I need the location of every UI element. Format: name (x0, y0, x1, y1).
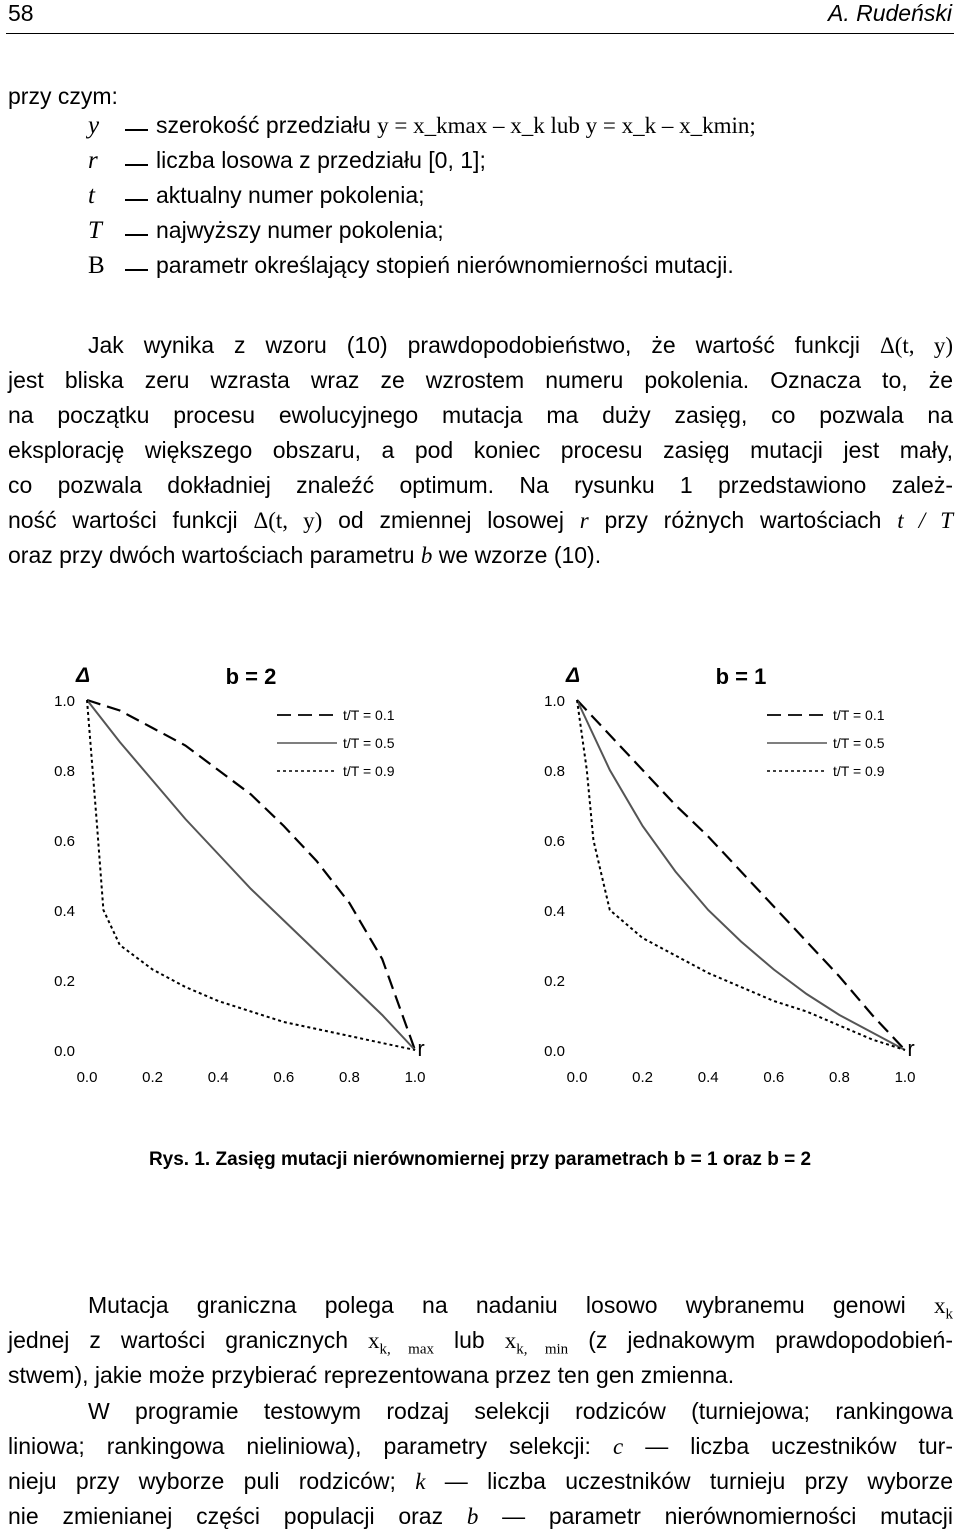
parameter-b: b (420, 543, 433, 568)
x-tick-label: 0.0 (76, 1069, 98, 1086)
chart-panel-2 (544, 664, 915, 1086)
x-tick-label: 0.2 (142, 1069, 164, 1086)
x-tick-label: 0.4 (207, 1069, 229, 1086)
definition-text: szerokość przedziału y = x_kmax – x_k lub y = x_k – x_kmin; (156, 112, 756, 138)
y-tick-label: 0.2 (54, 973, 75, 990)
x-tick-label: 0.2 (632, 1069, 654, 1086)
x-tick-label: 0.4 (697, 1069, 719, 1086)
em-dash (125, 129, 148, 131)
em-dash (125, 199, 148, 201)
running-head-author: A. Rudeński (827, 0, 952, 26)
text-line: nie zmienianej części populacji oraz b — parametr nierównomierności mutacji (8, 1503, 953, 1529)
series-line (87, 700, 415, 1050)
y-tick-label: 0.8 (544, 763, 565, 780)
parameter-c: c (612, 1434, 624, 1459)
figure-caption: Rys. 1. Zasięg mutacji nierównomiernej przy parametrach b = 1 oraz b = 2 (148, 1149, 812, 1170)
text-line: Jak wynika z wzoru (10) prawdopodobieństwo, że wartość funkcji Δ(t, y) (88, 332, 954, 358)
y-tick-label: 0.6 (544, 833, 565, 850)
parameter-b: b (466, 1504, 479, 1529)
variable-r: r (579, 508, 589, 533)
ratio-t-T: t / T (897, 508, 954, 533)
delta-function: Δ(t, y) (879, 333, 954, 358)
x-tick-label: 0.8 (338, 1069, 360, 1086)
text-line: nieju przy wyborze puli rodziców; k — liczba uczestników turnieju przy wyborze (8, 1468, 953, 1494)
page-number: 58 (8, 0, 34, 26)
y-tick-label: 0.4 (54, 903, 75, 920)
x-tick-label: 1.0 (404, 1069, 426, 1086)
y-tick-label: 1.0 (544, 693, 565, 710)
x-tick-label: 0.6 (273, 1069, 295, 1086)
definition-text: aktualny numer pokolenia; (156, 182, 425, 208)
legend-label: t/T = 0.5 (833, 735, 885, 751)
gene-max-symbol: $x_{k, max}$ (368, 1328, 434, 1358)
legend-label: t/T = 0.9 (343, 763, 395, 779)
delta-function: Δ(t, y) (253, 508, 323, 533)
text-line: W programie testowym rodzaj selekcji rodziców (turniejowa; rankingowa (88, 1398, 953, 1424)
text-line: ność wartości funkcji Δ(t, y) od zmiennej losowej r przy różnych wartościach t / T (8, 507, 954, 533)
x-axis-label: r (907, 1036, 915, 1061)
y-axis-label: Δ (75, 664, 91, 687)
definition-symbol: t (88, 182, 95, 209)
y-tick-label: 0.2 (544, 973, 565, 990)
definition-symbol: r (88, 147, 98, 174)
legend-label: t/T = 0.1 (833, 707, 885, 723)
header-rule (6, 33, 954, 34)
range-width-formula: y = x_kmax – x_k lub y = x_k – x_kmin; (377, 113, 756, 138)
definition-text: najwyższy numer pokolenia; (156, 217, 444, 243)
text-line: liniowa; rankingowa nieliniowa), parametry selekcji: c — liczba uczestników tur- (8, 1433, 953, 1459)
text-line: jednej z wartości granicznych $x_{k, max}$ lub $x_{k, min}$ (z jednakowym prawdopodobień- (8, 1327, 953, 1358)
chart-title: b = 2 (225, 664, 277, 689)
text-line: co pozwala dokładniej znaleźć optimum. Na rysunku 1 przedstawiono zależ- (8, 472, 953, 498)
text-line: Mutacja graniczna polega na nadaniu losowo wybranemu genowi $x_k$ (88, 1292, 953, 1323)
legend-label: t/T = 0.1 (343, 707, 395, 723)
gene-symbol: $x_k$ (934, 1293, 953, 1323)
text-line: eksplorację większego obszaru, a pod koniec procesu zasięg mutacji jest mały, (8, 437, 953, 463)
definition-text: liczba losowa z przedziału [0, 1]; (156, 147, 486, 173)
em-dash (125, 269, 148, 271)
y-tick-label: 0.4 (544, 903, 565, 920)
definition-symbol: T (88, 217, 102, 244)
text-line: oraz przy dwóch wartościach parametru b we wzorze (10). (8, 542, 602, 568)
x-tick-label: 0.8 (828, 1069, 850, 1086)
text-line: jest bliska zeru wzrasta wraz ze wzrostem numeru pokolenia. Oznacza to, że (8, 367, 953, 393)
intro-text: przy czym: (8, 83, 118, 109)
y-tick-label: 1.0 (54, 693, 75, 710)
em-dash (125, 164, 148, 166)
legend-label: t/T = 0.9 (833, 763, 885, 779)
em-dash (125, 234, 148, 236)
x-tick-label: 1.0 (894, 1069, 916, 1086)
chart-title: b = 1 (715, 664, 767, 689)
series-line (577, 700, 905, 1050)
series-line (87, 700, 415, 1050)
definition-text: parametr określający stopień nierównomierności mutacji. (156, 252, 734, 278)
parameter-k: k (415, 1469, 426, 1494)
x-axis-label: r (417, 1036, 425, 1061)
y-tick-label: 0.0 (54, 1043, 75, 1060)
definition-symbol: B (88, 252, 105, 279)
legend-label: t/T = 0.5 (343, 735, 395, 751)
figure-1 (0, 640, 960, 1110)
gene-min-symbol: $x_{k, min}$ (504, 1328, 569, 1358)
definition-symbol: y (88, 112, 100, 139)
x-tick-label: 0.6 (763, 1069, 785, 1086)
y-tick-label: 0.6 (54, 833, 75, 850)
y-tick-label: 0.8 (54, 763, 75, 780)
series-line (87, 700, 415, 1050)
text-line: na początku procesu ewolucyjnego mutacja ma duży zasięg, co pozwala na (8, 402, 953, 428)
y-axis-label: Δ (565, 664, 581, 687)
chart-panel-1 (54, 664, 425, 1086)
y-tick-label: 0.0 (544, 1043, 565, 1060)
x-tick-label: 0.0 (566, 1069, 588, 1086)
text-line: stwem), jakie może przybierać reprezentowana przez ten gen zmienna. (8, 1362, 735, 1388)
